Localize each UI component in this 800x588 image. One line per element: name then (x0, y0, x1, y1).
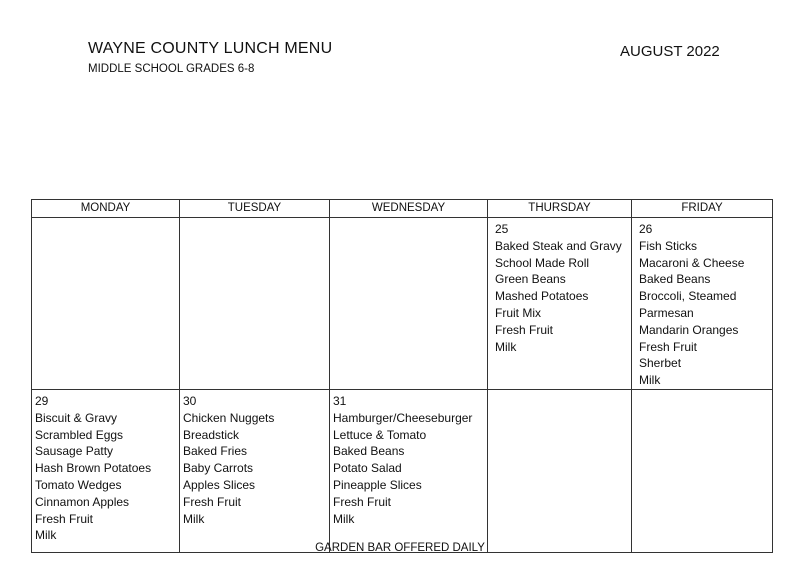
day-cell (632, 218, 773, 390)
weekday-header-row (32, 200, 773, 218)
menu-item: Scrambled Eggs (35, 427, 124, 442)
weekday-header: FRIDAY (632, 200, 773, 218)
menu-item: Parmesan (639, 305, 694, 320)
menu-body (32, 218, 773, 553)
menu-item: Fish Sticks (639, 238, 698, 253)
menu-item: Cinnamon Apples (35, 494, 130, 509)
menu-item: School Made Roll (495, 255, 590, 270)
day-cell (488, 389, 632, 552)
menu-item: Biscuit & Gravy (35, 410, 118, 425)
day-cell (488, 218, 632, 390)
day-cell (32, 389, 180, 552)
menu-item: Lettuce & Tomato (333, 427, 427, 442)
day-date: 29 (35, 393, 49, 408)
menu-item: Fresh Fruit (333, 494, 392, 509)
day-cell (330, 218, 488, 390)
menu-item-list (495, 238, 631, 356)
lunch-menu-table (31, 199, 773, 553)
menu-item: Fresh Fruit (183, 494, 242, 509)
menu-subtitle: MIDDLE SCHOOL GRADES 6-8 (88, 63, 255, 75)
menu-item: Baked Beans (639, 272, 711, 287)
weekday-header: MONDAY (32, 200, 180, 218)
day-cell (330, 389, 488, 552)
day-date: 25 (495, 222, 509, 236)
menu-item: Fresh Fruit (639, 339, 698, 354)
day-date: 30 (183, 393, 197, 408)
weekday-header: TUESDAY (180, 200, 330, 218)
week-row (32, 389, 773, 552)
menu-item: Mandarin Oranges (639, 322, 739, 337)
menu-month: AUGUST 2022 (620, 43, 720, 60)
day-cell (180, 218, 330, 390)
menu-item: Mashed Potatoes (495, 289, 589, 304)
menu-item: Baby Carrots (183, 461, 254, 476)
day-cell (32, 218, 180, 390)
menu-item: Baked Fries (183, 444, 248, 459)
weekday-header: THURSDAY (488, 200, 632, 218)
menu-item: Tomato Wedges (35, 477, 122, 492)
day-date: 26 (639, 222, 653, 236)
menu-item: Broccoli, Steamed (639, 289, 737, 304)
menu-item: Fresh Fruit (35, 511, 94, 526)
weekday-header: WEDNESDAY (330, 200, 488, 218)
menu-title: WAYNE COUNTY LUNCH MENU (88, 40, 333, 57)
menu-item: Sherbet (639, 356, 682, 371)
menu-item: Potato Salad (333, 461, 402, 476)
menu-item: Milk (333, 511, 355, 526)
menu-item-list (333, 410, 487, 528)
menu-item: Baked Beans (333, 444, 405, 459)
week-row (32, 218, 773, 390)
menu-item-list (35, 410, 179, 544)
menu-item: Apples Slices (183, 477, 256, 492)
menu-item: Hamburger/Cheeseburger (333, 410, 473, 425)
menu-item: Green Beans (495, 272, 566, 287)
menu-item: Milk (495, 339, 517, 354)
menu-item: Fresh Fruit (495, 322, 554, 337)
day-cell (632, 389, 773, 552)
menu-item: Hash Brown Potatoes (35, 461, 152, 476)
menu-item: Chicken Nuggets (183, 410, 275, 425)
menu-item-list (183, 410, 329, 528)
day-cell (180, 389, 330, 552)
day-date: 31 (333, 393, 347, 408)
menu-item: Pineapple Slices (333, 477, 422, 492)
menu-item: Sausage Patty (35, 444, 114, 459)
menu-footer-note: GARDEN BAR OFFERED DAILY (315, 542, 485, 554)
menu-item: Milk (183, 511, 205, 526)
menu-item: Macaroni & Cheese (639, 255, 745, 270)
menu-item: Fruit Mix (495, 305, 541, 320)
menu-item: Milk (639, 373, 661, 388)
menu-item: Baked Steak and Gravy (495, 238, 622, 253)
menu-item-list (639, 238, 772, 389)
menu-item: Milk (35, 528, 57, 543)
menu-item: Breadstick (183, 427, 240, 442)
